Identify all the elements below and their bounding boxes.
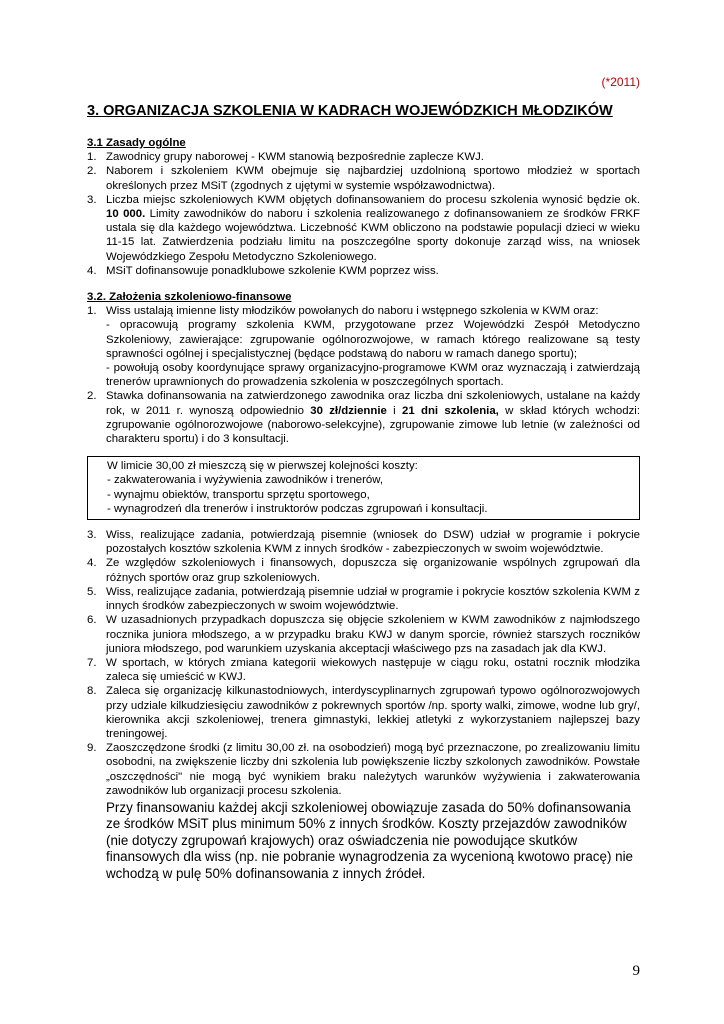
list-item: 5. Wiss, realizujące zadania, potwierdzają pisemnie udział w programie i pokrycie kosztów szkolenia KWM z innych środków zabezpieczonych w swoim województwie. [87, 585, 640, 613]
list-item: 8. Zaleca się organizację kilkunastodniowych, interdyscyplinarnych zgrupowań typowo ogólnorozwojowych przy udziale kilkudziesięciu zawodników z pokrewnych sportów /np. sporty walki, zimowe, wodne lub gry/, kierownika akcji szkoleniowej, trenera gimnastyki, lekkiej atletyki z wykorzystaniem najlepszej bazy treningowej. [87, 685, 640, 740]
year-note: (*2011) [601, 75, 640, 89]
list-item: 3. Liczba miejsc szkoleniowych KWM objętych dofinansowaniem do procesu szkolenia wynosić będzie ok. 10 000. Limity zawodników do naboru i szkolenia realizowanego z dofinansowaniem ze środków FRKF ustala się dla każdego województwa. Liczebność KWM obliczono na podstawie populacji dzieci w wieku 11-15 lat. Zatwierdzenia podziału limitu na poszczególne sporty dokonuje zarząd wiss, na wniosek Wojewódzkiego Zespołu Metodyczno Szkoleniowego. [87, 193, 640, 263]
list-item: 6. W uzasadnionych przypadkach dopuszcza się objęcie szkoleniem w KWM zawodników z najmłodszego rocznika juniora młodszego, a w przypadku braku KWJ w danym sporcie, również starszych roczników juniora młodszego, pod warunkiem uzyskania akceptacji właściwego pzs na zasadach jak dla KWJ. [87, 614, 640, 655]
list-item: 1. Zawodnicy grupy naborowej - KWM stanowią bezpośrednie zaplecze KWJ. [87, 151, 484, 164]
section2-list [87, 304, 640, 446]
list-item: 1. Wiss ustalają imienne listy młodzików powołanych do naboru i wstępnego szkolenia w KWM oraz: - opracowują programy szkolenia KWM, przygotowane przez Wojewódzki Zespół Metodyczno Szkoleniowy, zawierające: zgrupowanie ogólnorozwojowe, w ramach którego realizowane są testy sprawności ogólnej i specjalistycznej (będące podstawą do naboru w ramach danego sportu); - powołują osoby koordynujące sprawy organizacyjno-programowe KWM oraz wyznaczają i zatwierdzają trenerów uprawnionych do prowadzenia szkolenia w poszczególnych sportach. [87, 305, 640, 389]
list-item: 4. MSiT dofinansowuje ponadklubowe szkolenie KWM poprzez wiss. [87, 264, 439, 277]
cost-limit-box: W limicie 30,00 zł mieszczą się w pierwszej kolejności koszty: - zakwaterowania i wyżywienia zawodników i trenerów, - wynajmu obiektów, transportu sprzętu sportowego, - wynagrodzeń dla trenerów i instruktorów podczas zgrupowań i konsultacji. [87, 456, 640, 520]
page-number: 9 [632, 963, 640, 979]
section1-list [87, 150, 640, 278]
list-item: 7. W sportach, w których zmiana kategorii wiekowych następuje w ciągu roku, ostatni rocznik młodzika zaleca się umieścić w KWJ. [87, 656, 640, 684]
list-item: 3. Wiss, realizujące zadania, potwierdzają pisemnie (wniosek do DSW) udział w programie i pokrycie pozostałych kosztów szkolenia KWM z innych środków - zabezpieczonych w swoim województwie. [87, 529, 640, 556]
financing-rule-paragraph: Przy finansowaniu każdej akcji szkoleniowej obowiązuje zasada do 50% dofinansowania ze środków MSiT plus minimum 50% z innych środków. Koszty przejazdów zawodników (nie dotyczy zgrupowań krajowych) oraz oświadczenia nie powodujące skutków finansowych dla wiss (np. nie pobranie wynagrodzenia za wycenioną kwotowo pracę) nie wchodzą w pulę 50% dofinansowania z innych źródeł. [106, 799, 633, 881]
list-item: 4. Ze względów szkoleniowych i finansowych, dopuszcza się organizowanie wspólnych zgrupowań dla różnych sportów oraz grup szkoleniowych. [87, 557, 640, 584]
list-item: 2. Stawka dofinansowania na zatwierdzonego zawodnika oraz liczba dni szkoleniowych, ustalane na każdy rok, w 2011 r. wynoszą odpowiednio 30 zł/dziennie i 21 dni szkolenia, w skład których wchodzi: zgrupowanie ogólnorozwojowe (naborowo-selekcyjne), zgrupowanie zimowe lub letnie (w zależności od charakteru sportu) i do 3 konsultacji. [87, 390, 640, 446]
section2-list-continued [87, 528, 640, 798]
section-heading-zalozenia: 3.2. Założenia szkoleniowo-finansowe [87, 291, 292, 304]
document-body [87, 136, 640, 882]
list-item: 2. Naborem i szkoleniem KWM obejmuje się najbardziej uzdolnioną sportowo młodzież w sportach określonych przez MSiT (zgodnych z ujętymi w systemie współzawodnictwa). [87, 165, 640, 192]
section-heading-zasady: 3.1 Zasady ogólne [87, 137, 186, 149]
list-item: 9. Zaoszczędzone środki (z limitu 30,00 zł. na osobodzień) mogą być przeznaczone, po zrealizowaniu limitu osobodni, na zwiększenie liczby dni szkolenia lub powiększenie liczby szkolonych zawodników. Powstałe „oszczędności" nie mogą być wynikiem braku należytych warunków wyżywienia i zakwaterowania zawodników lub organizacji procesu szkolenia. [87, 742, 640, 797]
chapter-title: 3. ORGANIZACJA SZKOLENIA W KADRACH WOJEWÓDZKICH MŁODZIKÓW [87, 103, 613, 119]
